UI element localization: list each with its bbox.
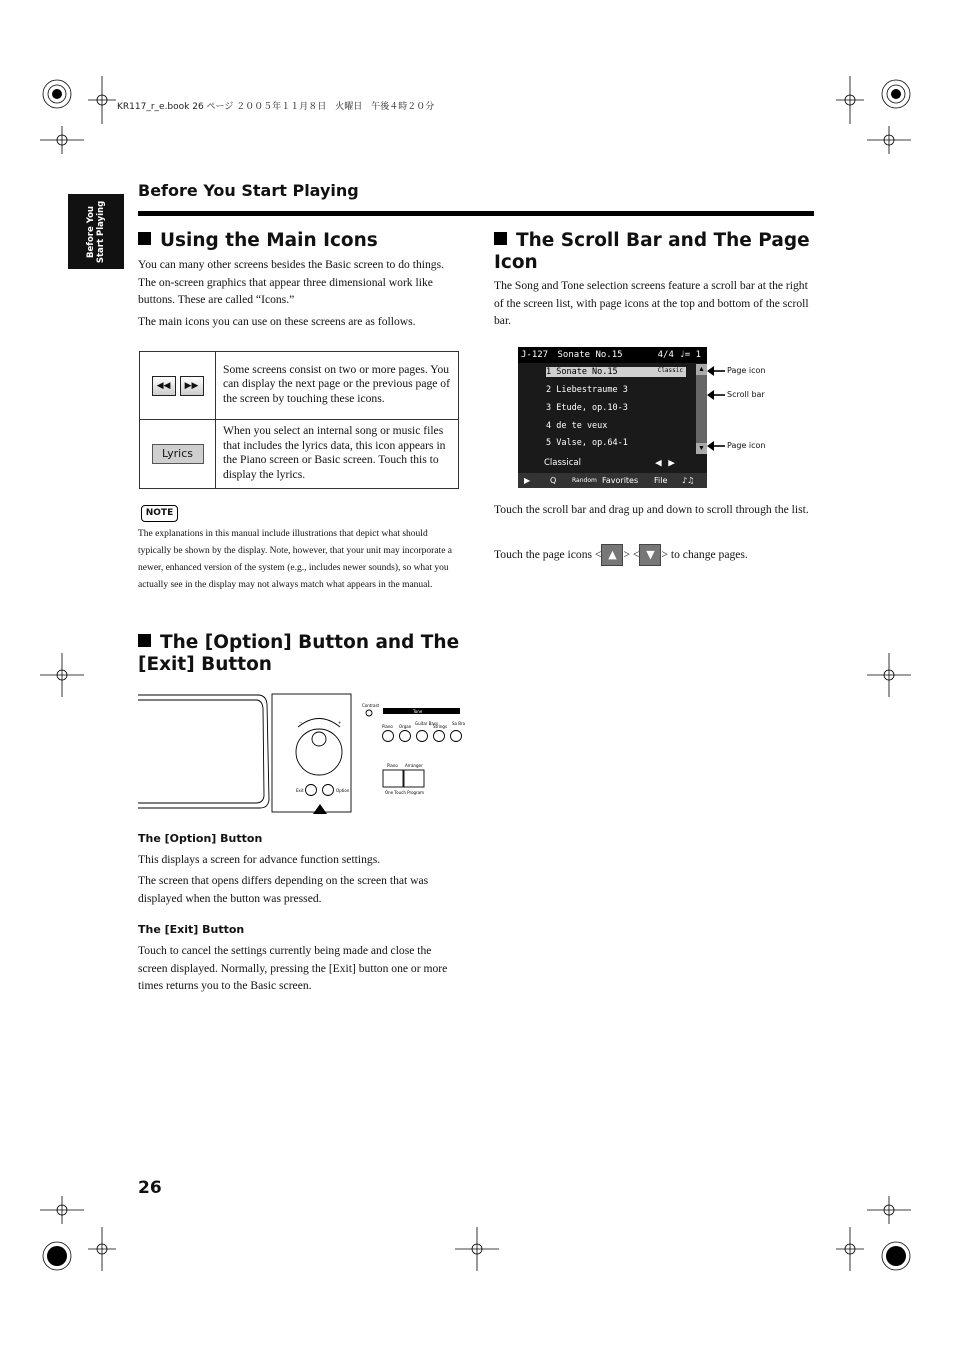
option-label: Option bbox=[336, 788, 350, 793]
list-item[interactable]: 1 Sonate No.15 Classic bbox=[546, 367, 686, 377]
side-tab-line1: Before You bbox=[86, 206, 96, 258]
exit-label: Exit bbox=[296, 788, 304, 793]
next-page-icon: ▶▶ bbox=[180, 376, 204, 396]
sax-label: Sa Bra bbox=[452, 721, 466, 726]
music-button[interactable]: ♪♫ bbox=[682, 476, 695, 485]
option-para1: This displays a screen for advance function settings. bbox=[138, 853, 381, 866]
beat-tempo: 4/4 ♩= 1 bbox=[657, 350, 701, 360]
scroll-bar-callout: Scroll bar bbox=[727, 390, 765, 399]
contrast-label: Contrast bbox=[362, 703, 380, 708]
favorites-button[interactable]: Favorites bbox=[602, 476, 639, 485]
guitar-bass-label: Guitar Bass bbox=[415, 721, 439, 726]
side-tab-line2: Start Playing bbox=[96, 200, 106, 264]
search-button[interactable]: Q bbox=[550, 476, 557, 485]
exit-button-title: The [Exit] Button bbox=[138, 923, 245, 936]
page-icon-top-callout: Page icon bbox=[727, 366, 766, 375]
side-tab bbox=[68, 194, 124, 269]
lyrics-icon: Lyrics bbox=[152, 444, 204, 464]
icon-cell bbox=[140, 420, 216, 489]
song-number: J-127 bbox=[521, 350, 549, 360]
icons-table bbox=[139, 351, 459, 489]
square-bullet-icon bbox=[494, 232, 507, 245]
page-number: 26 bbox=[138, 1178, 162, 1198]
table-cell-text: Some screens consist on two or more pages. You can display the next page or the previous page of the screen by touching these icons. bbox=[216, 352, 459, 420]
main-icons-para2: The main icons you can use on these screens are as follows. bbox=[138, 315, 416, 328]
tone-label: Tone bbox=[413, 709, 423, 714]
square-bullet-icon bbox=[138, 232, 151, 245]
scroll-bar-para2: Touch the scroll bar and drag up and down to scroll through the list. bbox=[494, 503, 809, 516]
page-icon-bottom-callout: Page icon bbox=[727, 441, 766, 450]
category-arrows[interactable]: ◀ ▶ bbox=[655, 456, 675, 469]
list-item[interactable]: 3 Etude, op.10-3 bbox=[546, 403, 628, 413]
option-button-title: The [Option] Button bbox=[138, 832, 263, 845]
list-item[interactable]: 2 Liebestraume 3 bbox=[546, 385, 628, 395]
page-down-icon: ▼ bbox=[639, 544, 661, 566]
play-button[interactable]: ▶ bbox=[524, 476, 531, 485]
song-list-screen bbox=[518, 347, 707, 488]
organ-label: Organ bbox=[399, 724, 412, 729]
svg-text:+: + bbox=[338, 720, 342, 725]
list-item[interactable]: 5 Valse, op.64-1 bbox=[546, 438, 628, 448]
icon-cell bbox=[140, 352, 216, 420]
option-exit-heading: The [Option] Button and The [Exit] Button bbox=[138, 632, 460, 675]
screen-header bbox=[518, 347, 707, 363]
previous-page-icon: ◀◀ bbox=[152, 376, 176, 396]
file-button[interactable]: File bbox=[654, 476, 668, 485]
table-row bbox=[140, 352, 459, 420]
strings-label: Strings bbox=[433, 724, 448, 729]
page-up-icon[interactable]: ▲ bbox=[696, 364, 707, 375]
square-bullet-icon bbox=[138, 634, 151, 647]
exit-para1: Touch to cancel the settings currently being made and close the screen displayed. Normally, pressing the [Exit] button one or more times returns you to the Basic screen. bbox=[138, 944, 448, 992]
screen-footer bbox=[518, 473, 707, 488]
main-icons-heading: Using the Main Icons bbox=[138, 230, 378, 252]
song-title: Sonate No.15 bbox=[557, 350, 623, 360]
note-text: The explanations in this manual include illustrations that depict what should typically be shown by the display. Note, however, that your unit may incorporate a newer, enhanced version of the system (e.g., includes newer sounds), so what you actually see in the display may not always match what appears in the manual. bbox=[138, 529, 453, 590]
control-panel-illustration bbox=[138, 692, 466, 814]
option-para2: The screen that opens differs depending on the screen that was displayed when the button was pressed. bbox=[138, 874, 429, 905]
note-badge: NOTE bbox=[141, 505, 178, 522]
svg-text:−: − bbox=[299, 720, 303, 725]
piano2-label: Piano bbox=[387, 763, 398, 768]
arranger-label: Arranger bbox=[405, 763, 423, 768]
table-row bbox=[140, 420, 459, 489]
scroll-bar-heading: The Scroll Bar and The Page Icon bbox=[494, 230, 810, 273]
category-label: Classical bbox=[544, 458, 581, 468]
table-cell-text: When you select an internal song or music files that includes the lyrics data, this icon appears in the Piano screen or Basic screen. Touch this to display the lyrics. bbox=[216, 420, 459, 489]
header-rule bbox=[138, 211, 814, 216]
scroll-bar-para1: The Song and Tone selection screens feature a scroll bar at the right of the screen list, with page icons at the top and bottom of the scroll bar. bbox=[494, 279, 809, 327]
page-up-icon: ▲ bbox=[601, 544, 623, 566]
file-meta-line: KR117_r_e.book 26 ページ ２００５年１１月８日 火曜日 午後４時２０分 bbox=[117, 102, 435, 112]
piano-label: Piano bbox=[382, 724, 393, 729]
classic-tag: Classic bbox=[657, 367, 683, 374]
one-touch-label: One Touch Program bbox=[385, 790, 425, 795]
section-header: Before You Start Playing bbox=[138, 181, 359, 200]
list-item[interactable]: 4 de te veux bbox=[546, 421, 608, 431]
random-button[interactable]: Random bbox=[572, 477, 597, 484]
scroll-bar-para3: Touch the page icons < ▲ > < ▼ > to change pages. bbox=[494, 544, 814, 566]
main-icons-para1: You can many other screens besides the Basic screen to do things. The on-screen graphics that appear three dimensional work like buttons. These are called “Icons.” bbox=[138, 258, 444, 306]
page-down-icon[interactable]: ▼ bbox=[696, 443, 707, 454]
